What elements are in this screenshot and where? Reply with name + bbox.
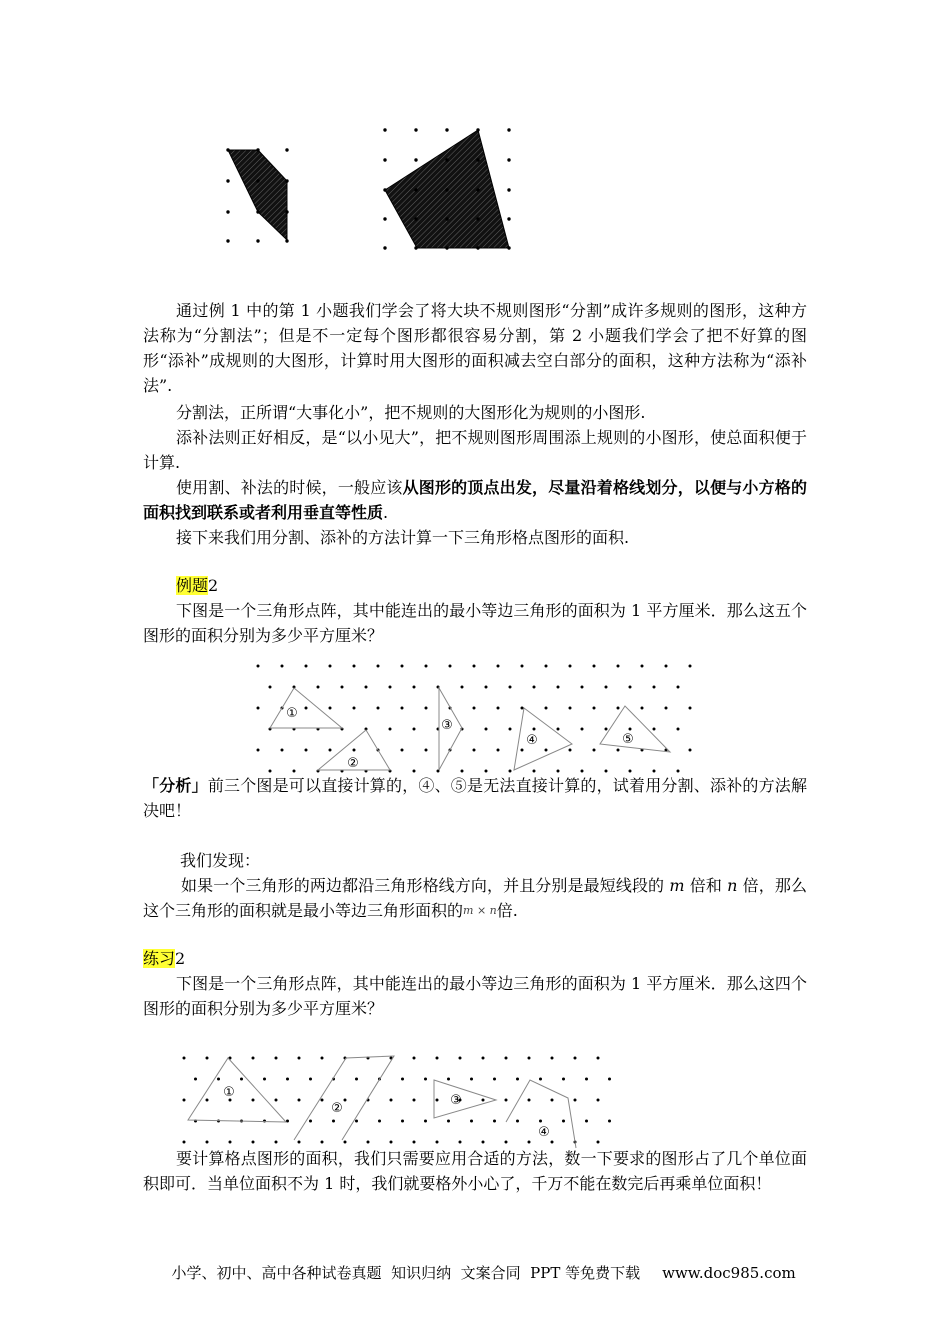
page-footer bbox=[162, 1244, 796, 1283]
lattice-dot bbox=[355, 1120, 358, 1123]
lattice-dot bbox=[449, 665, 452, 668]
lattice-dot bbox=[473, 707, 476, 710]
paragraph-split-method: 分割法，正所谓“大事化小”，把不规则的大图形化为规则的小图形. bbox=[176, 403, 646, 422]
lattice-dot bbox=[593, 707, 596, 710]
lattice-dot bbox=[509, 728, 512, 731]
lattice-dot bbox=[389, 686, 392, 689]
usage-tip-prefix: 使用割、补法的时候，一般应该 bbox=[176, 478, 403, 497]
lattice-dot bbox=[413, 1141, 416, 1144]
lattice-dot bbox=[605, 728, 608, 731]
analysis-paragraph bbox=[143, 773, 807, 823]
practice2-shape-3 bbox=[434, 1080, 496, 1118]
practice2-label-2: ② bbox=[331, 1101, 343, 1116]
lattice-dot bbox=[275, 1141, 278, 1144]
lattice-dot bbox=[629, 686, 632, 689]
lattice-dot bbox=[629, 728, 632, 731]
lattice-dot bbox=[281, 665, 284, 668]
lattice-dot bbox=[365, 686, 368, 689]
lattice-dot bbox=[557, 686, 560, 689]
lattice-dot bbox=[257, 707, 260, 710]
lattice-dot bbox=[605, 686, 608, 689]
lattice-dot bbox=[485, 728, 488, 731]
lattice-dot bbox=[528, 1057, 531, 1060]
practice2-label-4: ④ bbox=[538, 1125, 550, 1140]
lattice-dot bbox=[183, 1057, 186, 1060]
lattice-dot bbox=[257, 665, 260, 668]
lattice-dot bbox=[281, 749, 284, 752]
discovery-text-d: 倍. bbox=[496, 901, 518, 920]
lattice-dot bbox=[252, 1099, 255, 1102]
lattice-dot bbox=[344, 1099, 347, 1102]
practice2-shape-1 bbox=[188, 1058, 286, 1122]
lattice-dot bbox=[528, 1099, 531, 1102]
lattice-dot bbox=[378, 1120, 381, 1123]
lattice-dot bbox=[641, 665, 644, 668]
lattice-dot bbox=[377, 665, 380, 668]
lattice-dot bbox=[329, 707, 332, 710]
lattice-dot bbox=[470, 1078, 473, 1081]
discovery-text-c: 倍，那么这个三角形的面积就是最小等边三角形面积的 bbox=[143, 876, 807, 920]
lattice-dot bbox=[425, 707, 428, 710]
lattice-dot bbox=[497, 707, 500, 710]
lattice-dot bbox=[516, 1078, 519, 1081]
lattice-dot bbox=[551, 1099, 554, 1102]
lattice-dot bbox=[413, 1057, 416, 1060]
lattice-dot bbox=[533, 686, 536, 689]
lattice-dot bbox=[617, 707, 620, 710]
lattice-dot bbox=[505, 1099, 508, 1102]
lattice-dot bbox=[436, 1057, 439, 1060]
lattice-dot bbox=[424, 1120, 427, 1123]
lattice-dot bbox=[653, 686, 656, 689]
lattice-dot bbox=[286, 1078, 289, 1081]
lattice-dot bbox=[240, 1078, 243, 1081]
lattice-dot bbox=[493, 1120, 496, 1123]
lattice-dot bbox=[424, 1078, 427, 1081]
lattice-dot bbox=[569, 749, 572, 752]
lattice-dot bbox=[509, 686, 512, 689]
lattice-dot bbox=[581, 728, 584, 731]
lattice-dot bbox=[505, 1141, 508, 1144]
lattice-dot bbox=[470, 1120, 473, 1123]
example2-heading bbox=[176, 573, 840, 598]
lattice-dot bbox=[332, 1120, 335, 1123]
discovery-text-b: 倍和 bbox=[689, 876, 722, 895]
lattice-dot bbox=[275, 1099, 278, 1102]
lattice-dot bbox=[367, 1141, 370, 1144]
lattice-dot bbox=[482, 1099, 485, 1102]
lattice-dot bbox=[275, 1057, 278, 1060]
lattice-dot bbox=[585, 1078, 588, 1081]
lattice-dot bbox=[461, 686, 464, 689]
lattice-dot bbox=[641, 707, 644, 710]
lattice-dot bbox=[309, 1078, 312, 1081]
lattice-dot bbox=[401, 665, 404, 668]
lattice-dot bbox=[569, 707, 572, 710]
lattice-dot bbox=[321, 1141, 324, 1144]
lattice-dot bbox=[263, 1078, 266, 1081]
lattice-dot bbox=[569, 665, 572, 668]
lattice-dot bbox=[252, 1141, 255, 1144]
lattice-dot bbox=[574, 1057, 577, 1060]
lattice-dot bbox=[377, 707, 380, 710]
lattice-dot bbox=[689, 707, 692, 710]
lattice-dot bbox=[436, 1099, 439, 1102]
shaded-polygon-small bbox=[228, 150, 287, 240]
lattice-dot bbox=[206, 1099, 209, 1102]
lattice-dot bbox=[321, 1057, 324, 1060]
lattice-dot bbox=[353, 665, 356, 668]
practice2-label: 练习 bbox=[143, 949, 176, 968]
lattice-dot bbox=[617, 749, 620, 752]
lattice-dot bbox=[389, 728, 392, 731]
lattice-dot bbox=[353, 749, 356, 752]
lattice-dot bbox=[390, 1141, 393, 1144]
lattice-dot bbox=[183, 1099, 186, 1102]
lattice-dot bbox=[539, 1078, 542, 1081]
footer-text: 小学、初中、高中各种试卷真题 知识归纳 文案合同 PPT 等免费下载 bbox=[171, 1264, 641, 1282]
lattice-dot bbox=[585, 1120, 588, 1123]
square-grid-figure-small bbox=[226, 148, 288, 242]
discovery-intro: 我们发现： bbox=[180, 851, 261, 870]
lattice-dot bbox=[436, 1141, 439, 1144]
lattice-dot bbox=[562, 1120, 565, 1123]
lattice-dot bbox=[401, 707, 404, 710]
lattice-dot bbox=[413, 728, 416, 731]
lattice-dot bbox=[183, 1141, 186, 1144]
square-grid-figure-large bbox=[383, 128, 510, 249]
lattice-dot bbox=[447, 1078, 450, 1081]
lattice-dot bbox=[252, 1057, 255, 1060]
example2-triangle-lattice bbox=[257, 665, 692, 773]
lattice-dot bbox=[298, 1057, 301, 1060]
lattice-dot bbox=[653, 728, 656, 731]
practice2-heading bbox=[143, 946, 807, 971]
lattice-dot bbox=[493, 1078, 496, 1081]
example2-label-3: ③ bbox=[441, 718, 453, 733]
lattice-dot bbox=[545, 665, 548, 668]
lattice-dot bbox=[482, 1057, 485, 1060]
lattice-dot bbox=[305, 665, 308, 668]
lattice-dot bbox=[459, 1141, 462, 1144]
lattice-dot bbox=[194, 1078, 197, 1081]
lattice-dot bbox=[459, 1057, 462, 1060]
lattice-dot bbox=[562, 1078, 565, 1081]
lattice-dot bbox=[608, 1120, 611, 1123]
lattice-dot bbox=[528, 1141, 531, 1144]
example2-label-2: ② bbox=[347, 756, 359, 771]
lattice-dot bbox=[539, 1120, 542, 1123]
lattice-dot bbox=[574, 1099, 577, 1102]
lattice-dot bbox=[677, 686, 680, 689]
lattice-dot bbox=[473, 749, 476, 752]
practice2-label-1: ① bbox=[223, 1085, 235, 1100]
analysis-tag: 「分析」 bbox=[143, 776, 208, 795]
usage-tip-emphasis: 从图形的顶点出发，尽量沿着格线划分，以便与小方格的面积找到联系或者利用垂直等性质 bbox=[143, 478, 807, 522]
lattice-dot bbox=[305, 707, 308, 710]
practice2-number: 2 bbox=[175, 949, 186, 968]
lattice-dot bbox=[689, 665, 692, 668]
lattice-dot bbox=[608, 1078, 611, 1081]
lattice-dot bbox=[665, 707, 668, 710]
lattice-dot bbox=[497, 665, 500, 668]
lattice-dot bbox=[597, 1099, 600, 1102]
lattice-dot bbox=[257, 749, 260, 752]
lattice-dot bbox=[665, 665, 668, 668]
lattice-dot bbox=[317, 686, 320, 689]
lattice-dot bbox=[689, 749, 692, 752]
lattice-dot bbox=[557, 728, 560, 731]
lattice-dot bbox=[516, 1120, 519, 1123]
lattice-dot bbox=[677, 728, 680, 731]
example2-label-1: ① bbox=[286, 706, 298, 721]
lattice-dot bbox=[521, 707, 524, 710]
practice2-triangle-lattice bbox=[183, 1056, 612, 1148]
paragraph-usage-tip bbox=[143, 475, 807, 525]
lattice-dot bbox=[521, 665, 524, 668]
lattice-dot bbox=[329, 665, 332, 668]
lattice-dot bbox=[341, 686, 344, 689]
lattice-dot bbox=[425, 749, 428, 752]
lattice-dot bbox=[473, 665, 476, 668]
example2-shape-4 bbox=[514, 708, 572, 770]
lattice-dot bbox=[390, 1099, 393, 1102]
lattice-dot bbox=[309, 1120, 312, 1123]
discovery-rule bbox=[143, 873, 807, 923]
lattice-dot bbox=[401, 1120, 404, 1123]
lattice-dot bbox=[401, 749, 404, 752]
variable-m: m bbox=[669, 876, 685, 895]
lattice-dot bbox=[581, 686, 584, 689]
expression-m-times-n: m × n bbox=[463, 904, 497, 917]
lattice-dot bbox=[533, 728, 536, 731]
lattice-dot bbox=[545, 749, 548, 752]
usage-tip-suffix: . bbox=[383, 503, 389, 522]
lattice-dot bbox=[321, 1099, 324, 1102]
analysis-text: 前三个图是可以直接计算的，④、⑤是无法直接计算的，试着用分割、添补的方法解决吧！ bbox=[143, 776, 807, 820]
example2-question: 下图是一个三角形点阵，其中能连出的最小等边三角形的面积为 1 平方厘米．那么这五个图形的面积分别为多少平方厘米？ bbox=[143, 601, 807, 645]
example2-shape-5 bbox=[600, 706, 670, 752]
lattice-dot bbox=[505, 1057, 508, 1060]
lattice-dot bbox=[593, 665, 596, 668]
lattice-dot bbox=[298, 1099, 301, 1102]
lattice-dot bbox=[413, 686, 416, 689]
practice2-shape-2 bbox=[294, 1056, 394, 1140]
lattice-dot bbox=[305, 749, 308, 752]
footer-url: www.doc985.com bbox=[662, 1264, 796, 1282]
lattice-dot bbox=[353, 707, 356, 710]
lattice-dot bbox=[482, 1141, 485, 1144]
example2-label: 例题 bbox=[176, 576, 209, 595]
practice2-label-3: ③ bbox=[450, 1093, 462, 1108]
lattice-dot bbox=[497, 749, 500, 752]
lattice-dot bbox=[401, 1078, 404, 1081]
paragraph-fill-method: 添补法则正好相反，是“以小见大”，把不规则图形周围添上规则的小图形，使总面积便于计算. bbox=[143, 428, 807, 472]
lattice-dot bbox=[206, 1057, 209, 1060]
lattice-dot bbox=[545, 707, 548, 710]
lattice-dot bbox=[551, 1141, 554, 1144]
lattice-dot bbox=[425, 665, 428, 668]
lattice-dot bbox=[551, 1057, 554, 1060]
example2-label-4: ④ bbox=[526, 733, 538, 748]
paragraph-next-step: 接下来我们用分割、添补的方法计算一下三角形格点图形的面积. bbox=[176, 528, 630, 547]
practice2-question: 下图是一个三角形点阵，其中能连出的最小等边三角形的面积为 1 平方厘米．那么这四个图形的面积分别为多少平方厘米？ bbox=[143, 974, 807, 1018]
lattice-dot bbox=[597, 1141, 600, 1144]
lattice-dot bbox=[617, 665, 620, 668]
lattice-dot bbox=[217, 1078, 220, 1081]
discovery-text-a: 如果一个三角形的两边都沿三角形格线方向，并且分别是最短线段的 bbox=[181, 876, 665, 895]
lattice-dot bbox=[329, 749, 332, 752]
lattice-dot bbox=[447, 1120, 450, 1123]
lattice-dot bbox=[485, 686, 488, 689]
lattice-dot bbox=[298, 1141, 301, 1144]
lattice-dot bbox=[269, 686, 272, 689]
lattice-dot bbox=[593, 749, 596, 752]
lattice-dot bbox=[597, 1057, 600, 1060]
lattice-dot bbox=[413, 1099, 416, 1102]
lattice-dot bbox=[521, 749, 524, 752]
closing-paragraph: 要计算格点图形的面积，我们只需要应用合适的方法，数一下要求的图形占了几个单位面积即可．当单位面积不为 1 时，我们就要格外小心了，千万不能在数完后再乘单位面积！ bbox=[143, 1149, 807, 1193]
example2-number: 2 bbox=[208, 576, 219, 595]
lattice-dot bbox=[344, 1141, 347, 1144]
lattice-dot bbox=[229, 1141, 232, 1144]
example2-label-5: ⑤ bbox=[622, 732, 634, 747]
paragraph-split-and-fill: 通过例 1 中的第 1 小题我们学会了将大块不规则图形“分割”成许多规则的图形，这种方法称为“分割法”；但是不一定每个图形都很容易分割，第 2 小题我们学会了把不好算的图形“添补”成规则的大图形，计算时用大图形的面积减去空白部分的面积，这种方法称为“添补法”. bbox=[143, 301, 807, 395]
lattice-dot bbox=[206, 1141, 209, 1144]
lattice-dot bbox=[355, 1078, 358, 1081]
variable-n: n bbox=[727, 876, 738, 895]
